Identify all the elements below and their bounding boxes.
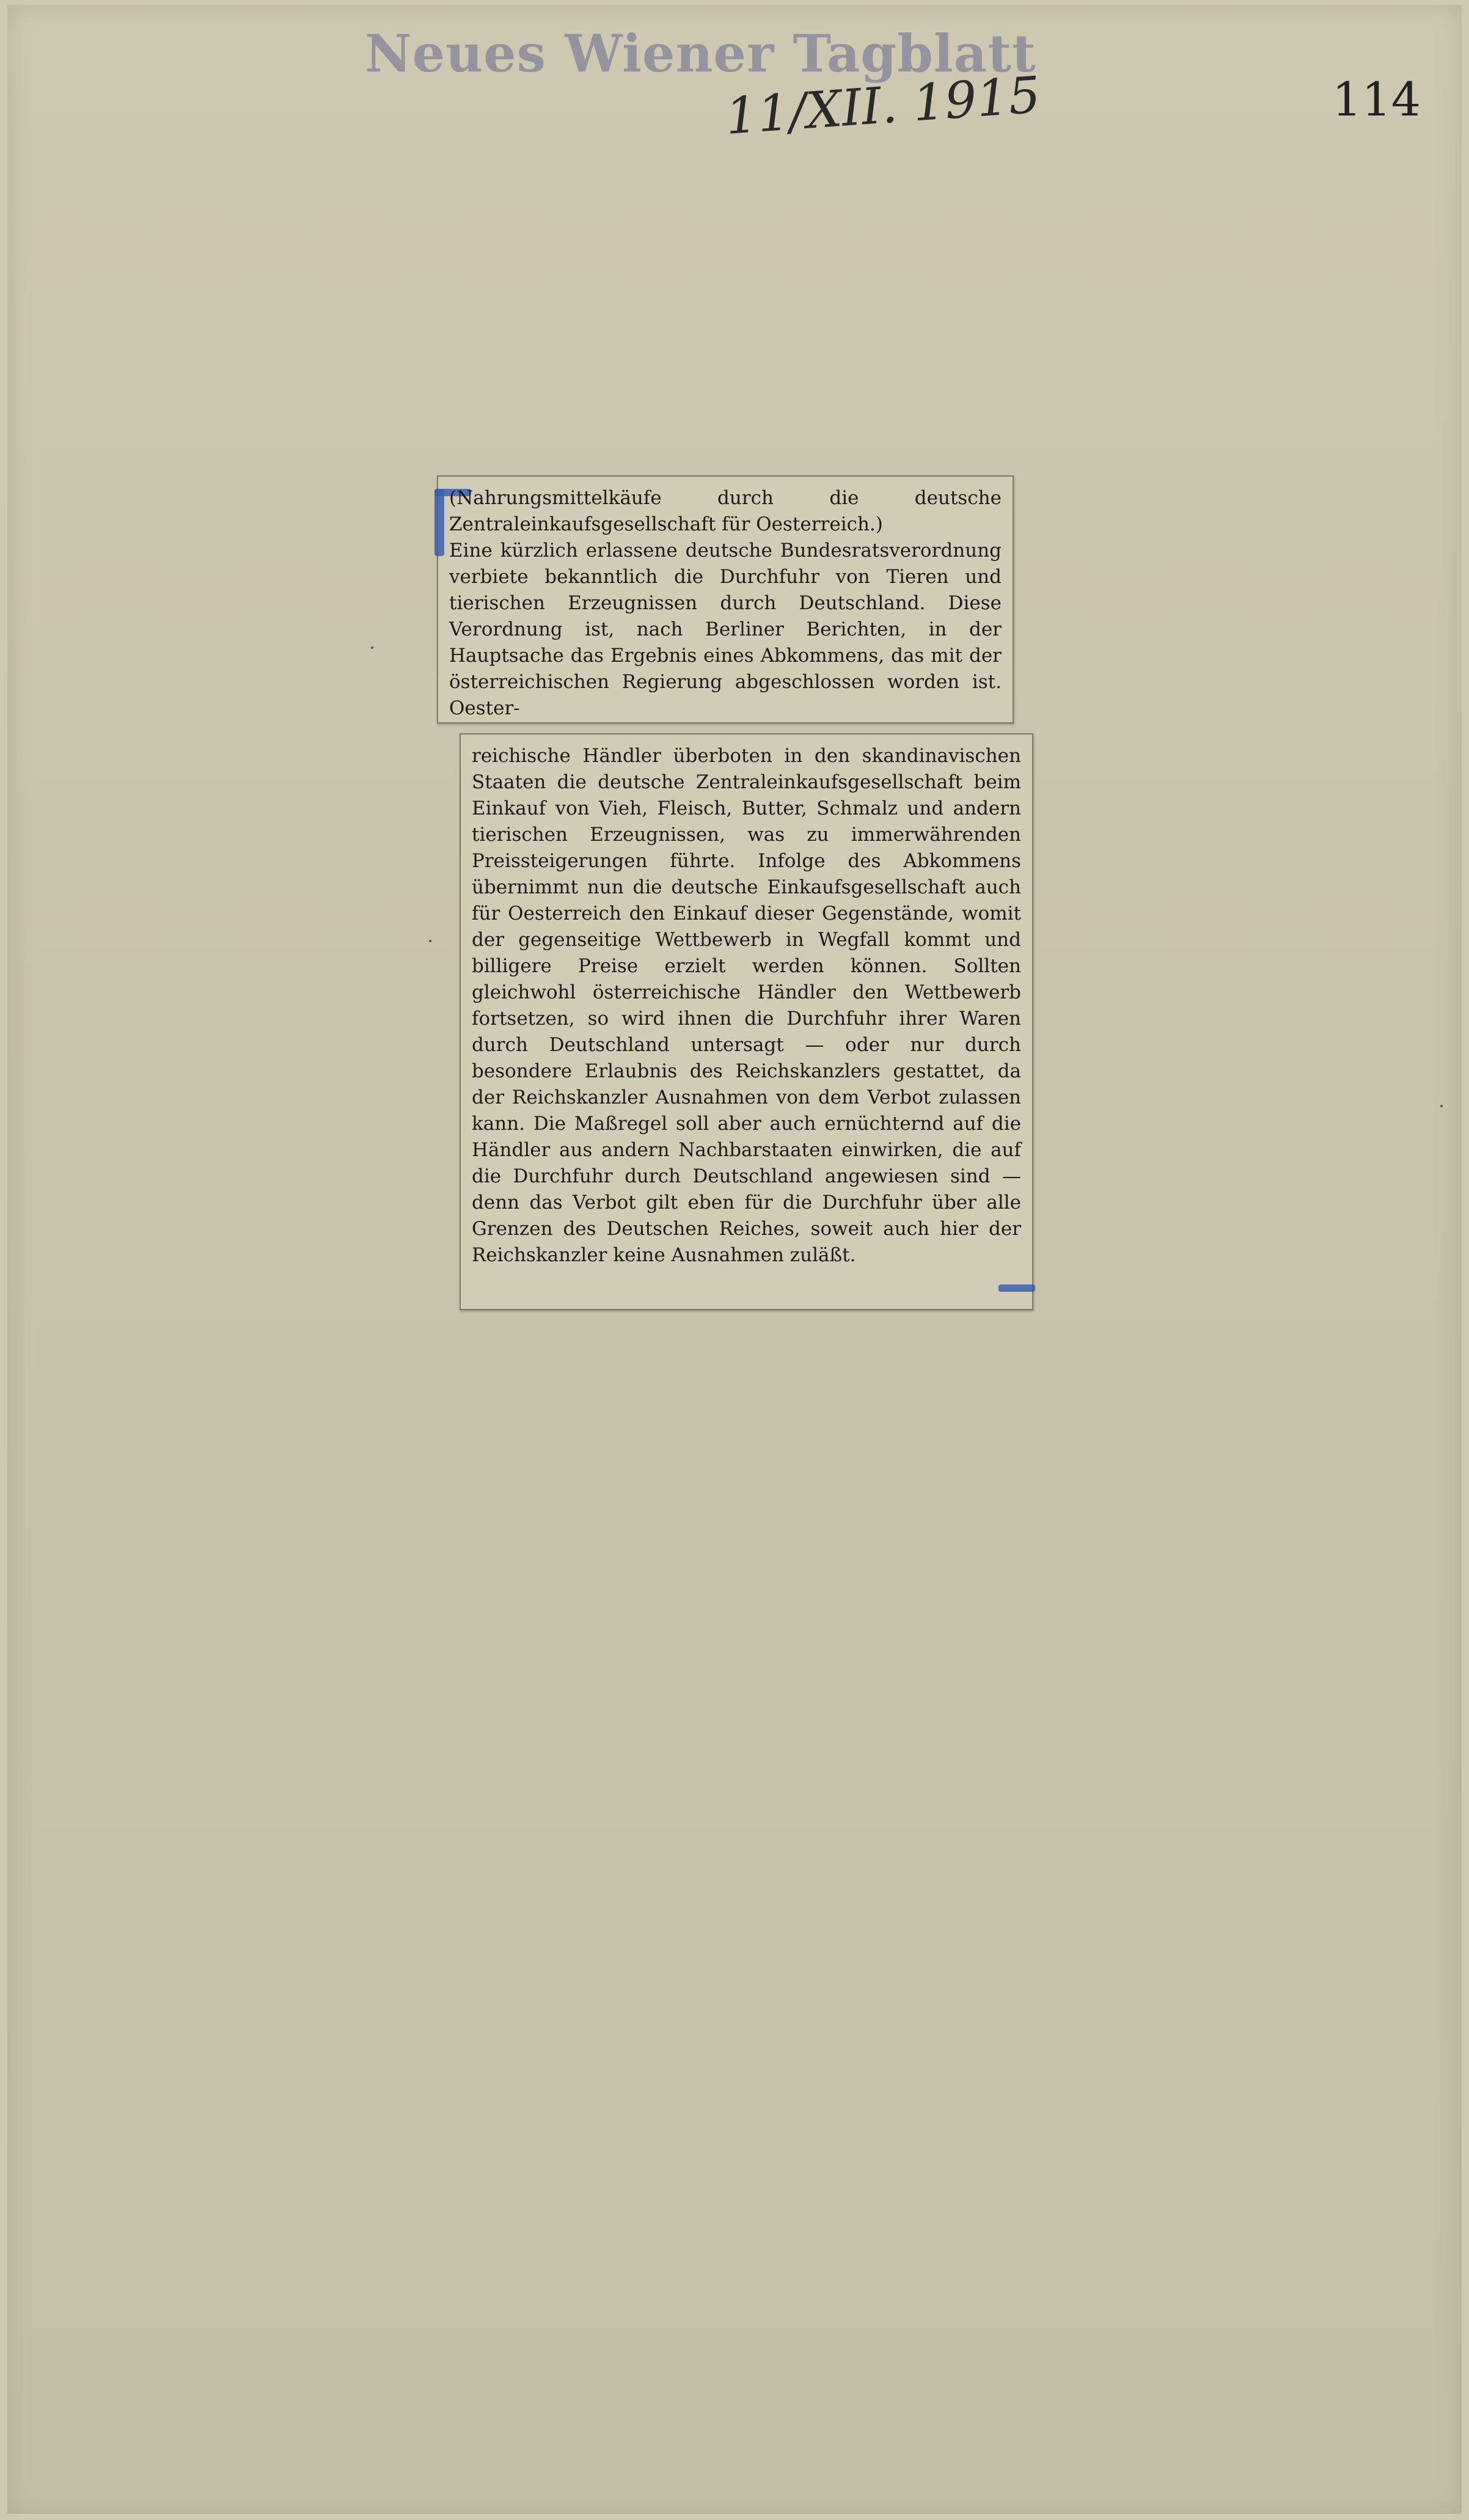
paper-speck [1440, 1105, 1443, 1107]
clipping-text-part-2: reichische Händler überboten in den skandinavischen Staaten die deutsche Zentraleinkaufsgesellschaft beim Einkauf von Vieh, Fleisch, Butter, Schmalz und andern tierischen Erzeugnissen, was zu immerwährenden Preissteigerungen führte. Infolge des Abkommens übernimmt nun die deutsche Einkaufsgesellschaft auch für Oesterreich den Einkauf dieser Gegenstände, womit der gegenseitige Wettbewerb in Wegfall kommt und billigere Preise erzielt werden können. Sollten gleichwohl österreichische Händler den Wettbewerb fortsetzen, so wird ihnen die Durchfuhr ihrer Waren durch Deutschland untersagt — oder nur durch besondere Erlaubnis des Reichskanzlers gestattet, da der Reichskanzler Ausnahmen von dem Verbot zulassen kann. Die Maßregel soll aber auch ernüchternd auf die Händler aus andern Nachbarstaaten einwirken, die auf die Durchfuhr durch Deutschland angewiesen sind — denn das Verbot gilt eben für die Durchfuhr über alle Grenzen des Deutschen Reiches, soweit auch hier der Reichskanzler keine Ausnahmen zuläßt. [472, 745, 1021, 1266]
archive-sheet [7, 5, 1462, 2514]
clipping-part-2 [460, 733, 1033, 1310]
blue-pencil-mark [434, 489, 444, 556]
paper-speck [429, 940, 431, 942]
blue-pencil-mark [998, 1284, 1035, 1292]
page-number: 114 [1332, 72, 1421, 126]
newspaper-stamp: Neues Wiener Tagblatt [365, 23, 1036, 84]
clipping-part-1 [437, 475, 1014, 723]
clipping-text-part-1: (Nahrungsmittelkäufe durch die deutsche Zentraleinkaufsgesellschaft für Oesterreich.) Eine kürzlich erlassene deutsche Bundesratsverordnung verbiete bekanntlich die Durchfuhr von Tieren und tierischen Erzeugnissen durch Deutschland. Diese Verordnung ist, nach Berliner Berichten, in der Hauptsache das Ergebnis eines Abkommens, das mit der österreichischen Regierung abgeschlossen worden ist. Oester- [449, 487, 1002, 719]
handwritten-date: 11/XII. 1915 [724, 66, 1042, 146]
paper-speck [371, 646, 373, 649]
